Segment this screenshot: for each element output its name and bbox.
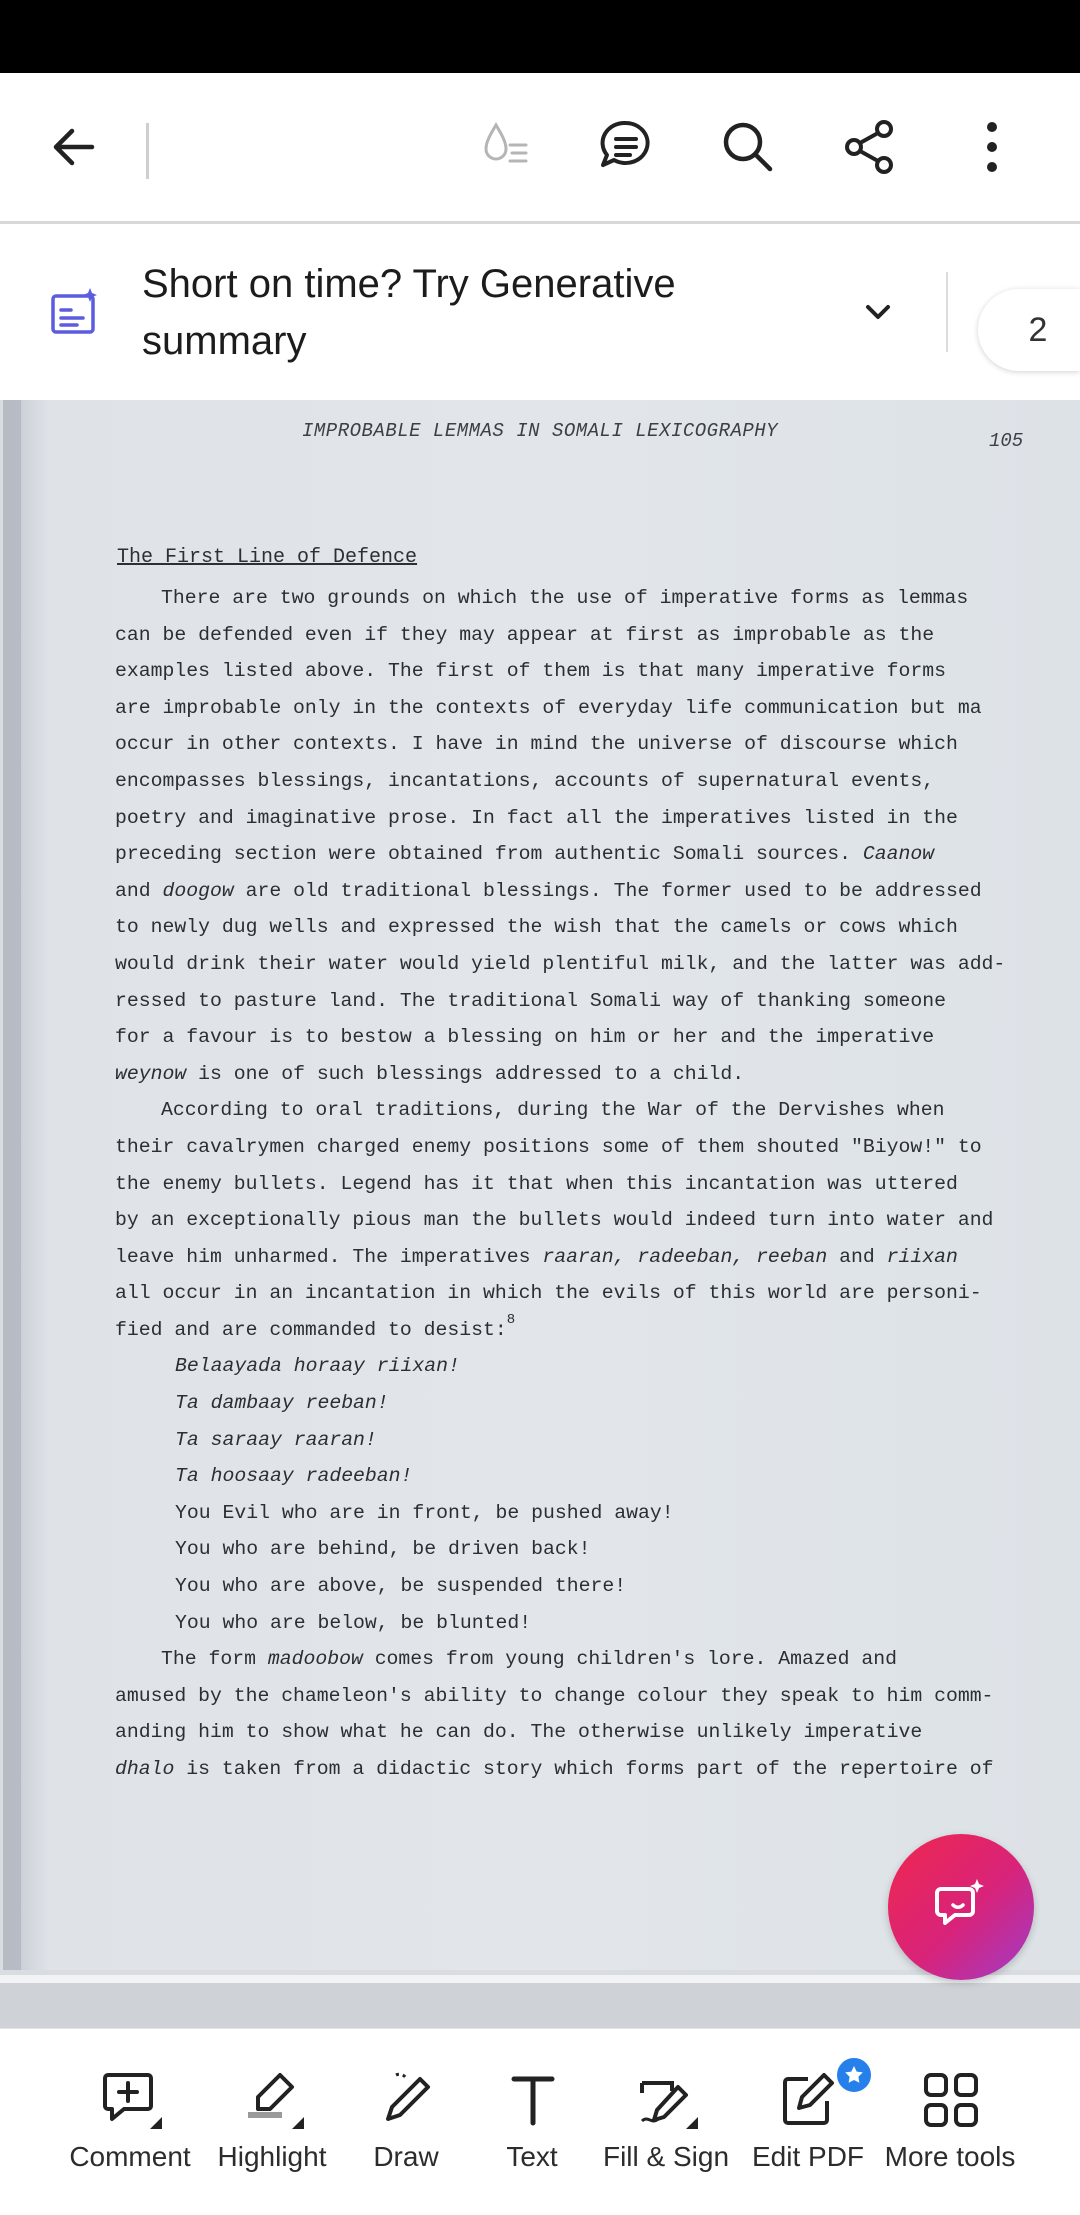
text-line: to newly dug wells and expressed the wish that the camels or cows which — [115, 916, 958, 939]
fill-sign-icon — [636, 2069, 696, 2129]
pencil-draw-icon — [376, 2069, 436, 2129]
text-line: by an exceptionally pious man the bullets would indeed turn into water and — [115, 1209, 994, 1232]
text-line: and doogow are old traditional blessings. The former used to be addressed — [115, 879, 982, 902]
poem-line: Ta dambaay reeban! — [175, 1392, 389, 1415]
search-icon[interactable] — [708, 107, 788, 187]
poem-translation-line: You Evil who are in front, be pushed away! — [175, 1501, 674, 1524]
running-head: IMPROBABLE LEMMAS IN SOMALI LEXICOGRAPHY — [302, 420, 779, 442]
pdf-page — [14, 400, 1080, 1970]
tool-draw[interactable]: Draw — [336, 2069, 476, 2209]
text-line: ressed to pasture land. The traditional Somali way of thanking someone — [115, 989, 946, 1012]
text-line: weynow is one of such blessings addressed to a child. — [115, 1062, 745, 1085]
page-binding-shadow — [3, 400, 21, 1970]
document-body — [115, 580, 1045, 1788]
more-vertical-icon[interactable] — [952, 107, 1032, 187]
poem-translation-line: You who are above, be suspended there! — [175, 1575, 627, 1598]
share-icon[interactable] — [830, 107, 910, 187]
grid-apps-icon — [920, 2069, 980, 2129]
premium-star-icon — [834, 2055, 874, 2095]
chevron-down-icon[interactable] — [858, 292, 898, 332]
poem-translation-line: You who are behind, be driven back! — [175, 1538, 591, 1561]
comments-list-icon[interactable] — [586, 107, 666, 187]
text-line: preceding section were obtained from authentic Somali sources. Caanow — [115, 843, 935, 866]
generative-summary-icon — [50, 286, 102, 338]
text-line: The form madoobow comes from young children's lore. Amazed and — [161, 1648, 897, 1671]
text-line: There are two grounds on which the use of imperative forms as lemmas — [161, 587, 969, 609]
italic-word: weynow — [115, 1062, 187, 1085]
text-line: According to oral traditions, during the War of the Dervishes when — [161, 1099, 945, 1122]
bottom-toolbar — [0, 2028, 1080, 2215]
text-line: all occur in an incantation in which the evils of this world are personi- — [115, 1282, 982, 1305]
poem-translation-line: You who are below, be blunted! — [175, 1611, 532, 1634]
text-line: encompasses blessings, incantations, accounts of supernatural events, — [115, 769, 935, 792]
generative-summary-banner[interactable] — [0, 224, 1080, 400]
text-tool-icon — [502, 2069, 562, 2129]
text-line: leave him unharmed. The imperatives raaran, radeeban, reeban and riixan — [115, 1245, 958, 1268]
text-line: dhalo is taken from a didactic story which forms part of the repertoire of — [115, 1758, 994, 1780]
text-line: poetry and imaginative prose. In fact all the imperatives listed in the — [115, 806, 958, 829]
italic-word: doogow — [162, 879, 234, 902]
poem-line: Ta saraay raaran! — [175, 1428, 377, 1451]
text-line: amused by the chameleon's ability to change colour they speak to him comm- — [115, 1684, 994, 1707]
text-line: their cavalrymen charged enemy positions some of them shouted "Biyow!" to — [115, 1135, 982, 1158]
banner-text: Short on time? Try Generative summary — [142, 262, 676, 363]
page-number: 105 — [989, 430, 1024, 452]
document-viewport[interactable] — [0, 400, 1080, 2028]
edit-pdf-icon — [778, 2069, 838, 2129]
text-line: can be defended even if they may appear at first as improbable as the — [115, 623, 935, 646]
toolbar-divider — [146, 123, 149, 179]
text-line: examples listed above. The first of them is that many imperative forms — [115, 660, 946, 683]
text-line: are improbable only in the contexts of everyday life communication but ma — [115, 696, 982, 719]
arrow-left-icon[interactable] — [34, 107, 114, 187]
status-bar — [0, 0, 1080, 73]
top-toolbar — [0, 73, 1080, 224]
text-line: would drink their water would yield plentiful milk, and the latter was add- — [115, 952, 1006, 975]
italic-word: Caanow — [862, 843, 935, 866]
text-line: anding him to show what he can do. The otherwise unlikely imperative — [115, 1721, 923, 1744]
banner-divider — [946, 272, 948, 352]
tool-fill-sign[interactable]: Fill & Sign — [596, 2069, 736, 2209]
ai-assistant-button[interactable] — [888, 1834, 1034, 1980]
highlighter-icon — [242, 2069, 302, 2129]
poem-line: Ta hoosaay radeeban! — [175, 1465, 413, 1488]
next-page-edge — [0, 1975, 1080, 2028]
comment-add-icon — [100, 2069, 160, 2129]
tool-highlight[interactable]: Highlight — [202, 2069, 342, 2209]
page-indicator[interactable]: 2 — [978, 289, 1080, 371]
footnote-marker: 8 — [506, 1311, 516, 1328]
ai-assistant-icon — [931, 1875, 991, 1939]
text-line: the enemy bullets. Legend has it that when this incantation was uttered — [115, 1172, 958, 1195]
tool-edit-pdf[interactable]: Edit PDF — [738, 2069, 878, 2209]
tool-text[interactable]: Text — [462, 2069, 602, 2209]
tool-comment[interactable]: Comment — [60, 2069, 200, 2209]
text-line: fied and are commanded to desist:$^8$ — [115, 1311, 516, 1341]
text-line: occur in other contexts. I have in mind the universe of discourse which — [115, 733, 958, 756]
tool-more-tools[interactable]: More tools — [880, 2069, 1020, 2209]
section-title: The First Line of Defence — [117, 546, 418, 569]
poem-line: Belaayada horaay riixan! — [175, 1355, 460, 1378]
liquid-mode-icon[interactable] — [466, 107, 546, 187]
text-line: for a favour is to bestow a blessing on him or her and the imperative — [115, 1026, 935, 1049]
